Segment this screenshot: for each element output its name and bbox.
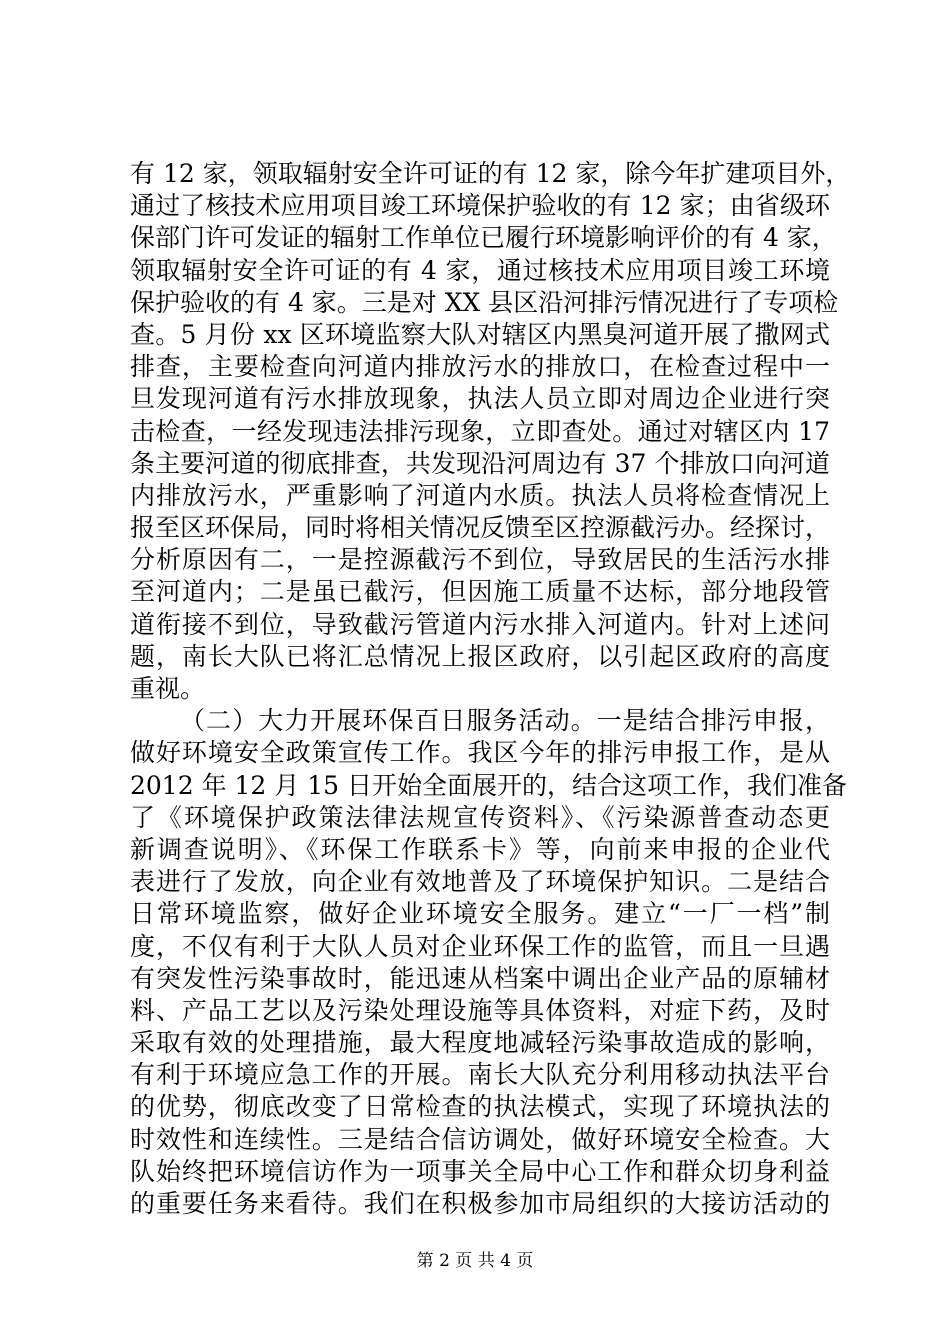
document-body <box>130 158 851 1220</box>
text-line: 领取辐射安全许可证的有 4 家，通过核技术应用项目竣工环境 <box>130 255 830 285</box>
text-line: 2012 年 12 月 15 日开始全面展开的，结合这项工作，我们准备 <box>130 770 847 800</box>
text-line: 重视。 <box>130 674 206 703</box>
section-heading-line: （二）大力开展环保百日服务活动。一是结合排污申报， <box>180 706 830 736</box>
page-number-footer: 第 2 页 共 4 页 <box>416 1251 534 1271</box>
text-line: 时效性和连续性。三是结合信访调处，做好环境安全检查。大 <box>130 1124 830 1154</box>
text-line: 做好环境安全政策宣传工作。我区今年的排污申报工作，是从 <box>130 738 830 768</box>
text-line: 的重要任务来看待。我们在积极参加市局组织的大接访活动的 <box>130 1189 830 1218</box>
text-line: 了《环境保护政策法律法规宣传资料》、《污染源普查动态更 <box>130 802 830 832</box>
text-line: 新调查说明》、《环保工作联系卡》等，向前来申报的企业代 <box>130 834 830 864</box>
text-line: 内排放污水，严重影响了河道内水质。执法人员将检查情况上 <box>130 480 830 510</box>
text-line: 排查，主要检查向河道内排放污水的排放口，在检查过程中一 <box>130 352 830 382</box>
text-line: 道衔接不到位，导致截污管道内污水排入河道内。针对上述问 <box>130 609 830 639</box>
text-line: 表进行了发放，向企业有效地普及了环境保护知识。二是结合 <box>130 867 830 897</box>
text-line: 日常环境监察，做好企业环境安全服务。建立“一厂一档”制 <box>130 899 830 929</box>
text-line: 保护验收的有 4 家。三是对 XX 县区沿河排污情况进行了专项检 <box>130 287 839 317</box>
text-line: 队始终把环境信访作为一项事关全局中心工作和群众切身利益 <box>130 1156 830 1186</box>
text-line: 条主要河道的彻底排查，共发现沿河周边有 37 个排放口向河道 <box>130 448 830 478</box>
text-line: 的优势，彻底改变了日常检查的执法模式，实现了环境执法的 <box>130 1092 830 1122</box>
text-line: 采取有效的处理措施，最大程度地减轻污染事故造成的影响， <box>130 1028 830 1058</box>
text-line: 度，不仅有利于大队人员对企业环保工作的监管，而且一旦遇 <box>130 931 830 961</box>
text-line: 料、产品工艺以及污染处理设施等具体资料，对症下药，及时 <box>130 995 830 1025</box>
text-line: 有突发性污染事故时，能迅速从档案中调出企业产品的原辅材 <box>130 963 830 993</box>
text-line: 至河道内；二是虽已截污，但因施工质量不达标，部分地段管 <box>130 577 830 607</box>
text-line: 通过了核技术应用项目竣工环境保护验收的有 12 家；由省级环 <box>130 191 830 221</box>
text-line: 击检查，一经发现违法排污现象，立即查处。通过对辖区内 17 <box>130 416 830 446</box>
text-line: 分析原因有二，一是控源截污不到位，导致居民的生活污水排 <box>130 545 830 575</box>
text-line: 查。5 月份 xx 区环境监察大队对辖区内黑臭河道开展了撒网式 <box>130 319 830 349</box>
text-line: 题，南长大队已将汇总情况上报区政府，以引起区政府的高度 <box>130 641 830 671</box>
text-line: 保部门许可发证的辐射工作单位已履行环境影响评价的有 4 家， <box>130 223 837 253</box>
text-line: 报至区环保局，同时将相关情况反馈至区控源截污办。经探讨， <box>130 513 831 543</box>
text-line: 有利于环境应急工作的开展。南长大队充分利用移动执法平台 <box>130 1060 830 1090</box>
text-line: 有 12 家，领取辐射安全许可证的有 12 家，除今年扩建项目外， <box>130 159 851 188</box>
text-line: 旦发现河道有污水排放现象，执法人员立即对周边企业进行突 <box>130 384 830 414</box>
